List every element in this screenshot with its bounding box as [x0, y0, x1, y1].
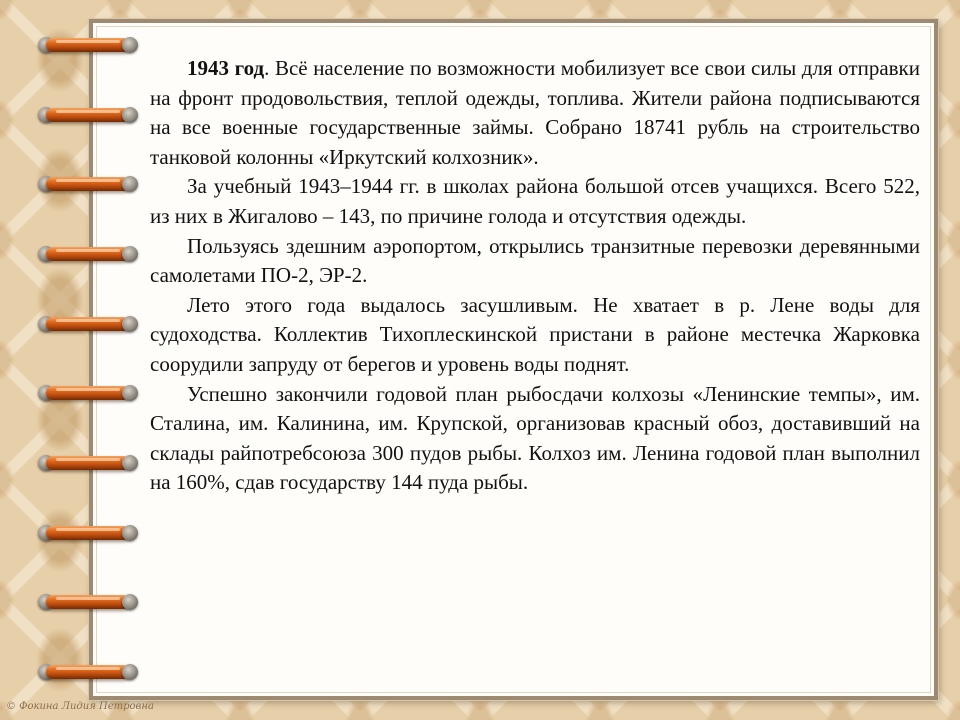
ring-bar	[46, 456, 130, 470]
ring-cap	[122, 37, 138, 53]
year-heading: 1943 год	[187, 56, 265, 80]
binder-ring	[38, 522, 138, 544]
ring-bar	[46, 526, 130, 540]
paragraph-5: Успешно закончили годовой план рыбосдачи колхозы «Ленинские темпы», им. Сталина, им. Калинина, им. Крупской, организовав красный обоз, доставивший на склады райпотребсоюза 300 пудов рыбы. Колхоз им. Ленина годовой план выполнил на 160%, сдав государству 144 пуда рыбы.	[150, 381, 920, 495]
ring-cap	[122, 246, 138, 262]
ring-cap	[122, 107, 138, 123]
binder-ring	[38, 173, 138, 195]
binder-ring	[38, 591, 138, 613]
ring-bar	[46, 38, 130, 52]
paragraph-4: Лето этого года выдалось засушливым. Не хватает в р. Лене воды для судоходства. Коллектив Тихоплескинской пристани в районе местечка Жарковка соорудили запруду от берегов и уровень воды поднят.	[150, 292, 920, 376]
binder-ring	[38, 34, 138, 56]
ring-bar	[46, 665, 130, 679]
paragraph-2: За учебный 1943–1944 гг. в школах района большой отсев учащихся. Всего 522, из них в Жигалово – 143, по причине голода и отсутствия одежды.	[150, 174, 920, 228]
paragraph-1-text: . Всё население по возможности мобилизует все свои силы для отправки на фронт продовольствия, теплой одежды, топлива. Жители района подписываются на все военные государственные займы. Собрано 18741 рубль на строительство танковой колонны «Иркутский колхозник».	[150, 56, 920, 169]
ring-bar	[46, 595, 130, 609]
ring-cap	[122, 455, 138, 471]
ring-cap	[122, 664, 138, 680]
author-credit: © Фокина Лидия Петровна	[6, 701, 154, 712]
ring-bar	[46, 317, 130, 331]
body-text	[150, 54, 920, 498]
binder-ring	[38, 104, 138, 126]
ring-bar	[46, 386, 130, 400]
paragraph-1	[150, 54, 920, 172]
ring-bar	[46, 108, 130, 122]
ring-cap	[122, 316, 138, 332]
binder-ring	[38, 382, 138, 404]
ring-cap	[122, 385, 138, 401]
ring-bar	[46, 247, 130, 261]
binder-ring	[38, 243, 138, 265]
binder-ring	[38, 661, 138, 683]
binder-ring	[38, 313, 138, 335]
binder-ring	[38, 452, 138, 474]
ring-bar	[46, 177, 130, 191]
ring-cap	[122, 525, 138, 541]
ring-cap	[122, 594, 138, 610]
ring-cap	[122, 176, 138, 192]
paragraph-3: Пользуясь здешним аэропортом, открылись транзитные перевозки деревянными самолетами ПО-2, ЭР-2.	[150, 233, 920, 288]
